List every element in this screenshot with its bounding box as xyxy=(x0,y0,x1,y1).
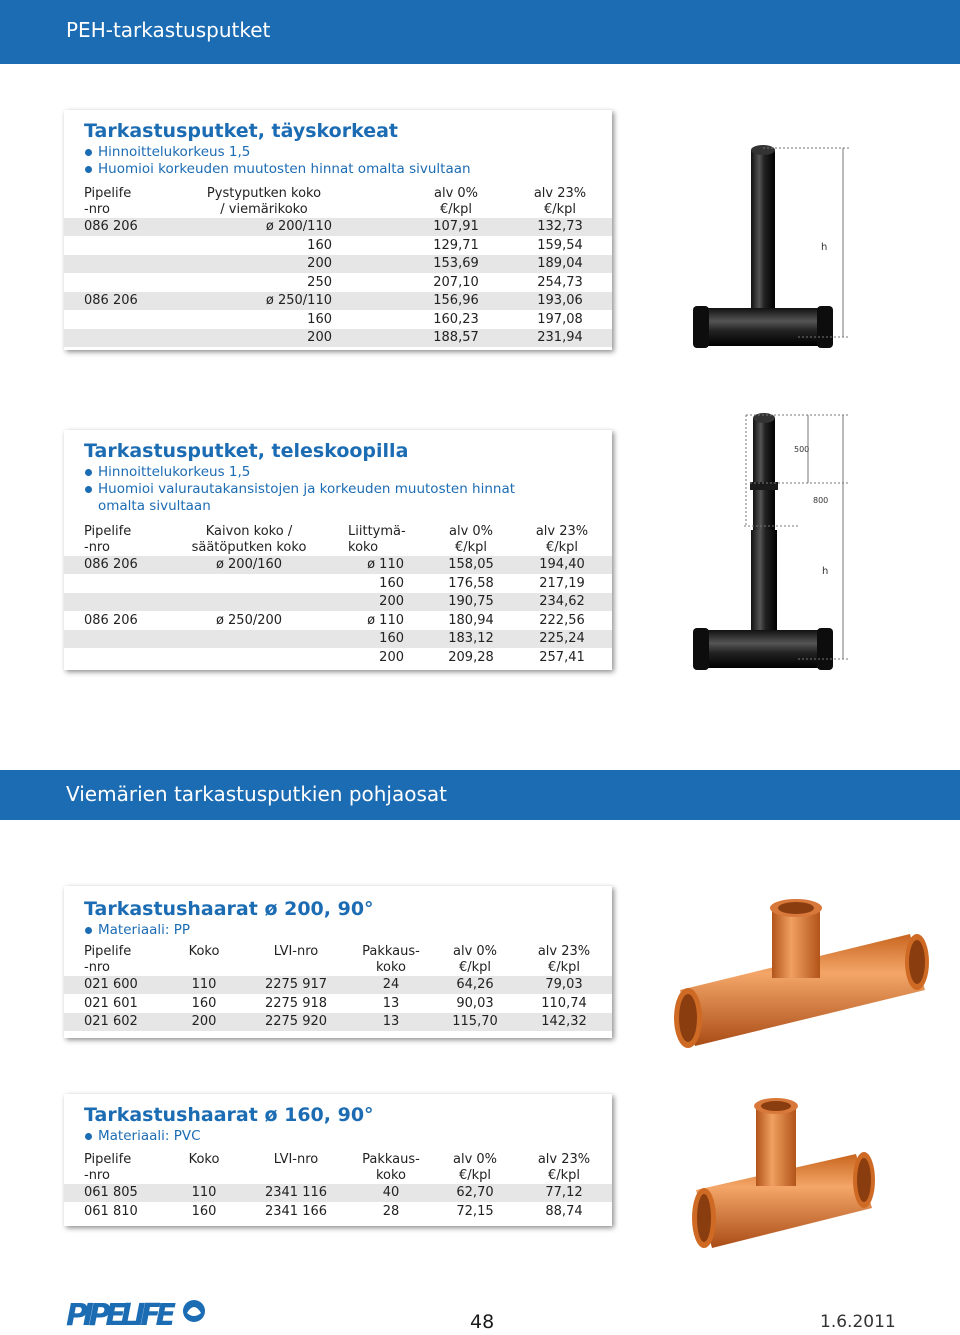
table-cell: 180,94 xyxy=(430,611,512,630)
dimension-label-800: 800 xyxy=(813,496,829,505)
table-cell xyxy=(164,648,334,667)
column-header: Pipelife -nro xyxy=(84,944,132,975)
table-cell: 200 xyxy=(334,648,430,667)
column-header: alv 0% €/kpl xyxy=(433,186,479,217)
table-row xyxy=(64,329,612,348)
column-header: LVI-nro xyxy=(273,944,319,959)
column-header: Liittymä- koko xyxy=(348,524,406,555)
table-cell: 88,74 xyxy=(516,1202,612,1221)
bullet-item: Hinnoittelukorkeus 1,5 xyxy=(84,464,544,481)
table-cell: 193,06 xyxy=(508,292,612,311)
table-cell xyxy=(164,574,334,593)
table-row xyxy=(64,218,612,236)
price-table xyxy=(64,186,612,348)
table-cell: 160 xyxy=(334,630,430,649)
table-cell: 153,69 xyxy=(404,255,508,274)
column-header: Pakkaus- koko xyxy=(362,1152,420,1183)
table-row xyxy=(64,1184,612,1202)
table-cell: 62,70 xyxy=(434,1184,516,1202)
bullet-list xyxy=(84,1128,564,1145)
column-header: alv 23% €/kpl xyxy=(537,944,591,975)
bullet-item: Materiaali: PVC xyxy=(84,1128,564,1145)
table-cell: 086 206 xyxy=(64,556,164,574)
table-cell: 132,73 xyxy=(508,218,612,236)
table-cell xyxy=(64,255,164,274)
table-cell: 217,19 xyxy=(512,574,612,593)
column-header: alv 0% €/kpl xyxy=(452,1152,498,1183)
table-cell xyxy=(64,273,164,292)
table-cell: 194,40 xyxy=(512,556,612,574)
height-label: h xyxy=(821,242,828,253)
table-cell: 158,05 xyxy=(430,556,512,574)
table-cell: 176,58 xyxy=(430,574,512,593)
table-row xyxy=(64,630,612,649)
table-cell: 197,08 xyxy=(508,310,612,329)
table-cell: 13 xyxy=(348,1013,434,1032)
bullet-item: Materiaali: PP xyxy=(84,922,564,939)
table-row xyxy=(64,255,612,274)
table-cell: 110,74 xyxy=(516,994,612,1013)
table-cell: 107,91 xyxy=(404,218,508,236)
table-cell: 231,94 xyxy=(508,329,612,348)
table-cell: 2275 917 xyxy=(244,976,348,994)
telescopic-pipe-image xyxy=(688,408,858,678)
section-title: Tarkastusputket, täyskorkeat xyxy=(84,120,399,142)
table-cell: 160 xyxy=(334,574,430,593)
section-card-branch-200 xyxy=(64,886,612,1038)
table-cell: 142,32 xyxy=(516,1013,612,1032)
table-cell: ø 200/110 xyxy=(164,218,404,236)
table-cell: 183,12 xyxy=(430,630,512,649)
table-cell: 160 xyxy=(164,1202,244,1221)
column-header: Pipelife -nro xyxy=(84,186,132,217)
table-cell: 2275 918 xyxy=(244,994,348,1013)
table-row xyxy=(64,1013,612,1032)
table-cell: 13 xyxy=(348,994,434,1013)
column-header: alv 0% €/kpl xyxy=(448,524,494,555)
section-card-branch-160 xyxy=(64,1094,612,1226)
table-cell: ø 110 xyxy=(334,611,430,630)
column-header: Koko xyxy=(188,1152,220,1167)
table-cell: 2275 920 xyxy=(244,1013,348,1032)
publication-date: 1.6.2011 xyxy=(820,1312,896,1332)
column-header: alv 23% €/kpl xyxy=(535,524,589,555)
table-cell: 115,70 xyxy=(434,1013,516,1032)
table-cell: 200 xyxy=(164,255,404,274)
table-cell: 110 xyxy=(164,976,244,994)
table-cell xyxy=(164,630,334,649)
table-row xyxy=(64,236,612,255)
table-row xyxy=(64,574,612,593)
table-cell: 200 xyxy=(334,593,430,612)
table-cell: 234,62 xyxy=(512,593,612,612)
pipelife-logo xyxy=(66,1293,216,1335)
pvc-branch-fitting-image xyxy=(686,1090,886,1260)
pp-branch-fitting-image xyxy=(660,878,930,1058)
price-table xyxy=(64,1152,612,1221)
table-cell: 160 xyxy=(164,994,244,1013)
table-cell xyxy=(64,574,164,593)
table-row xyxy=(64,556,612,574)
table-cell: 160 xyxy=(164,236,404,255)
table-cell: 257,41 xyxy=(512,648,612,667)
height-label: h xyxy=(822,566,829,577)
price-table xyxy=(64,524,612,667)
section-banner-title: Viemärien tarkastusputkien pohjaosat xyxy=(66,782,447,806)
column-header: alv 23% €/kpl xyxy=(537,1152,591,1183)
table-cell: 72,15 xyxy=(434,1202,516,1221)
price-table xyxy=(64,944,612,1032)
table-cell: 77,12 xyxy=(516,1184,612,1202)
table-cell: ø 200/160 xyxy=(164,556,334,574)
bullet-item: Huomioi korkeuden muutosten hinnat omalta sivultaan xyxy=(84,161,564,178)
dimension-label-500: 500 xyxy=(794,445,810,454)
table-row xyxy=(64,976,612,994)
column-header: alv 23% €/kpl xyxy=(533,186,587,217)
page-number: 48 xyxy=(470,1311,495,1333)
table-cell: ø 250/200 xyxy=(164,611,334,630)
table-cell: 64,26 xyxy=(434,976,516,994)
table-cell: 2341 166 xyxy=(244,1202,348,1221)
table-row xyxy=(64,273,612,292)
table-cell: 156,96 xyxy=(404,292,508,311)
table-cell xyxy=(64,236,164,255)
column-header: Pystyputken koko / viemärikoko xyxy=(206,186,322,217)
section-title: Tarkastushaarat ø 200, 90° xyxy=(84,898,374,920)
table-cell: 225,24 xyxy=(512,630,612,649)
section-card-full-height xyxy=(64,110,612,350)
section-title: Tarkastushaarat ø 160, 90° xyxy=(84,1104,374,1126)
page-title: PEH-tarkastusputket xyxy=(66,18,271,42)
bullet-item: Huomioi valurautakansistojen ja korkeuden muutosten hinnat omalta sivultaan xyxy=(84,481,544,515)
column-header: LVI-nro xyxy=(273,1152,319,1167)
table-cell: 160 xyxy=(164,310,404,329)
table-cell: 061 805 xyxy=(64,1184,164,1202)
table-cell: 28 xyxy=(348,1202,434,1221)
table-cell xyxy=(64,648,164,667)
table-cell: 021 602 xyxy=(64,1013,164,1032)
table-cell: 110 xyxy=(164,1184,244,1202)
bullet-item: Hinnoittelukorkeus 1,5 xyxy=(84,144,564,161)
table-cell: 086 206 xyxy=(64,611,164,630)
column-header: alv 0% €/kpl xyxy=(452,944,498,975)
table-cell: 79,03 xyxy=(516,976,612,994)
table-row xyxy=(64,611,612,630)
table-cell: 188,57 xyxy=(404,329,508,348)
column-header: Kaivon koko / säätöputken koko xyxy=(191,524,307,555)
table-cell xyxy=(64,593,164,612)
table-row xyxy=(64,310,612,329)
table-cell: 40 xyxy=(348,1184,434,1202)
table-cell xyxy=(64,329,164,348)
table-cell: 086 206 xyxy=(64,218,164,236)
table-cell: 160,23 xyxy=(404,310,508,329)
table-cell: 021 601 xyxy=(64,994,164,1013)
table-cell: 086 206 xyxy=(64,292,164,311)
table-cell: 190,75 xyxy=(430,593,512,612)
section-card-telescopic xyxy=(64,430,612,670)
section-title: Tarkastusputket, teleskoopilla xyxy=(84,440,409,462)
table-row xyxy=(64,593,612,612)
table-cell: 2341 116 xyxy=(244,1184,348,1202)
full-height-pipe-image xyxy=(688,140,858,360)
table-cell: 250 xyxy=(164,273,404,292)
section-banner xyxy=(0,770,960,820)
table-cell: 129,71 xyxy=(404,236,508,255)
table-cell: 207,10 xyxy=(404,273,508,292)
bullet-list xyxy=(84,464,544,515)
table-cell: 254,73 xyxy=(508,273,612,292)
column-header: Pipelife -nro xyxy=(84,524,132,555)
column-header: Koko xyxy=(188,944,220,959)
table-cell: 24 xyxy=(348,976,434,994)
table-cell: 159,54 xyxy=(508,236,612,255)
table-cell: ø 250/110 xyxy=(164,292,404,311)
table-row xyxy=(64,292,612,311)
table-cell xyxy=(164,593,334,612)
table-cell: 222,56 xyxy=(512,611,612,630)
table-cell: 189,04 xyxy=(508,255,612,274)
table-cell: 200 xyxy=(164,1013,244,1032)
table-cell: ø 110 xyxy=(334,556,430,574)
column-header: Pakkaus- koko xyxy=(362,944,420,975)
table-cell: 90,03 xyxy=(434,994,516,1013)
logo-wordmark: PIPELIFE xyxy=(66,1298,176,1331)
table-cell: 061 810 xyxy=(64,1202,164,1221)
column-header: Pipelife -nro xyxy=(84,1152,132,1183)
table-cell xyxy=(64,630,164,649)
bullet-list xyxy=(84,922,564,939)
bullet-list xyxy=(84,144,564,178)
table-row xyxy=(64,648,612,667)
table-cell: 200 xyxy=(164,329,404,348)
table-cell: 209,28 xyxy=(430,648,512,667)
header-banner xyxy=(0,0,960,64)
table-row xyxy=(64,994,612,1013)
table-row xyxy=(64,1202,612,1221)
table-cell: 021 600 xyxy=(64,976,164,994)
table-cell xyxy=(64,310,164,329)
